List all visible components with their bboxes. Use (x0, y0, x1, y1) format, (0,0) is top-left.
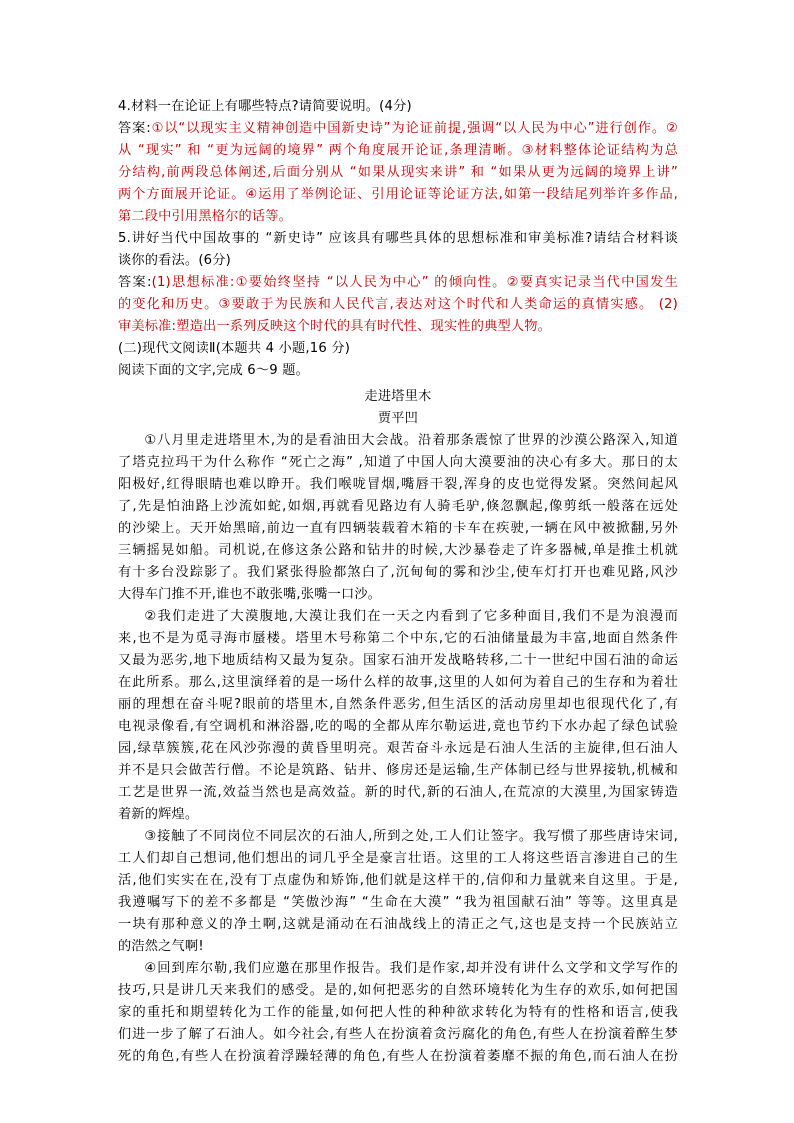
paragraph-line: 工人们却自己想词,他们想出的词几乎全是豪言壮语。这里的工人将这些语言渗进自己的生 (118, 851, 678, 866)
paragraph-line: 大得车门推不开,谁也不敢张嘴,张嘴一口沙。 (118, 587, 382, 602)
question-5-line: 5.讲好当代中国故事的 “新史诗” 应该具有哪些具体的思想标准和审美标准?请结合材料谈 (118, 231, 678, 246)
paragraph-line: 来,也不是为觅寻海市蜃楼。塔里木号称第二个中东,它的石油储量最为丰富,地面自然条件 (118, 631, 678, 646)
paragraph-line: ③接触了不同岗位不同层次的石油人,所到之处,工人们让签字。我写惯了那些唐诗宋词, (144, 829, 678, 844)
paragraph-4 (118, 958, 678, 1068)
section-instruction: 阅读下面的文字,完成 6～9 题。 (118, 363, 310, 378)
paragraph-line: ①八月里走进塔里木,为的是看油田大会战。沿着那条震惊了世界的沙漠公路深入,知道 (144, 433, 678, 448)
answer-5-line: 的变化和历史。③要敢于为民族和人民代言,表达对这个时代和人类命运的真情实感。 (2) (118, 297, 678, 312)
answer-4-line: 第二段中引用黑格尔的话等。 (118, 209, 293, 224)
article-author: 贾平凹 (377, 411, 419, 426)
paragraph-line: 活,他们实实在在,没有丁点虚伪和矫饰,他们就是这样干的,信仰和力量就来自这里。于是, (118, 873, 678, 888)
question-5-line: 谈你的看法。(6分) (118, 253, 231, 268)
document-page (118, 96, 678, 1068)
paragraph-line: 了塔克拉玛干为什么称作 “死亡之海” ,知道了中国人向大漠要油的决心有多大。那日的太 (118, 455, 678, 470)
article-title: 走进塔里木 (364, 389, 432, 404)
paragraph-line: 一块有那种意义的净土啊,这就是涌动在石油战线上的清正之气,这也是支持一个民族站立 (118, 917, 678, 932)
paragraph-line: 丽的理想在奋斗呢?眼前的塔里木,自然条件恶劣,但生活区的活动房里却也很现代化了,有 (118, 697, 678, 712)
paragraph-line: 们进一步了解了石油人。如今社会,有些人在扮演着贪污腐化的角色,有些人在扮演着醉生梦 (118, 1027, 678, 1042)
paragraph-line: 的沙梁上。天开始黑暗,前边一直有四辆装载着木箱的卡车在疾驶,一辆在风中被掀翻,另外 (118, 521, 678, 536)
answer-text: (1)思想标准:①要始终坚持 “以人民为中心” 的倾向性。②要真实记录当代中国发生 (151, 275, 678, 290)
answer-5-line: 审美标准:塑造出一系列反映这个时代的具有时代性、现实性的典型人物。 (118, 319, 552, 334)
answer-5-line (118, 272, 678, 294)
paragraph-line: 在此所系。那么,这里演绎着的是一场什么样的故事,这里的人如何为着自己的生存和为着壮 (118, 675, 678, 690)
paragraph-line: ④回到库尔勒,我们应邀在那里作报告。我们是作家,却并没有讲什么文学和文学写作的 (144, 961, 678, 976)
paragraph-line: 了,先是怕油路上沙流如蛇,如烟,再就看见路边有人骑毛驴,倏忽飘起,像剪纸一般落在远处 (118, 499, 678, 514)
paragraph-line: 技巧,只是讲几天来我们的感受。是的,如何把恶劣的自然环境转化为生存的欢乐,如何把国 (118, 983, 678, 998)
paragraph-line: 着新的辉煌。 (118, 807, 199, 822)
paragraph-3 (118, 826, 678, 958)
paragraph-line: 的浩然之气啊! (118, 939, 204, 954)
answer-4-line: 两个方面展开论证。④运用了举例论证、引用论证等论证方法,如第一段结尾列举许多作品, (118, 187, 678, 202)
paragraph-line: 并不是只会做苦行僧。不论是筑路、钻井、修房还是运输,生产体制已经与世界接轨,机械和 (118, 763, 678, 778)
answer-4-line: 从 “现实” 和 “更为远阔的境界” 两个角度展开论证,条理清晰。③材料整体论证结构为总 (118, 143, 678, 158)
section-heading: (二)现代文阅读Ⅱ(本题共 4 小题,16 分) (118, 341, 351, 356)
answer-label: 答案: (118, 275, 152, 290)
answer-label: 答案: (118, 121, 151, 136)
answer-5 (118, 272, 678, 338)
question-5 (118, 228, 678, 272)
paragraph-line: 死的角色,有些人在扮演着浮躁轻薄的角色,有些人在扮演着萎靡不振的角色,而石油人在扮 (118, 1049, 678, 1064)
paragraph-line: 我遵嘱写下的差不多都是 “笑傲沙海” “生命在大漠” “我为祖国献石油” 等等。这里真是 (118, 895, 678, 910)
answer-4-line (118, 118, 678, 140)
paragraph-line: 有十多台没踪影了。我们紧张得脸都煞白了,沉甸甸的雾和沙尘,使车灯打开也难见路,风沙 (118, 565, 678, 580)
paragraph-line: 三辆摇晃如船。司机说,在修这条公路和钻井的时候,大沙暴卷走了许多器械,单是推土机就 (118, 543, 678, 558)
paragraph-1 (118, 430, 678, 606)
paragraph-line: 园,绿草簇簇,花在风沙弥漫的黄昏里明亮。艰苦奋斗永远是石油人生活的主旋律,但石油人 (118, 741, 678, 756)
paragraph-line: 又最为恶劣,地下地质结构又最为复杂。国家石油开发战略转移,二十一世纪中国石油的命运 (118, 653, 678, 668)
paragraph-line: 阳极好,红得眼睛也难以睁开。我们喉咙冒烟,嘴唇干裂,浑身的皮也觉得发紧。突然间起风 (118, 477, 678, 492)
paragraph-2 (118, 606, 678, 826)
question-4: 4.材料一在论证上有哪些特点?请简要说明。(4分) (118, 99, 412, 114)
answer-4-line: 分结构,前两段总体阐述,后面分别从 “如果从现实来讲” 和 “如果从更为远阔的境界上讲” (118, 165, 678, 180)
paragraph-line: 工艺是世界一流,效益当然也是高效益。新的时代,新的石油人,在荒凉的大漠里,为国家铸造 (118, 785, 678, 800)
paragraph-line: ②我们走进了大漠腹地,大漠让我们在一天之内看到了它多种面目,我们不是为浪漫而 (144, 609, 678, 624)
answer-4 (118, 118, 678, 228)
paragraph-line: 家的重托和期望转化为工作的能量,如何把人性的种种欲求转化为特有的性格和语言,使我 (118, 1005, 678, 1020)
answer-text: ①以“以现实主义精神创造中国新史诗”为论证前提,强调“以人民为中心”进行创作。② (150, 121, 678, 136)
paragraph-line: 电视录像看,有空调机和淋浴器,吃的喝的全都从库尔勒运进,竟也节约下水办起了绿色试验 (118, 719, 678, 734)
